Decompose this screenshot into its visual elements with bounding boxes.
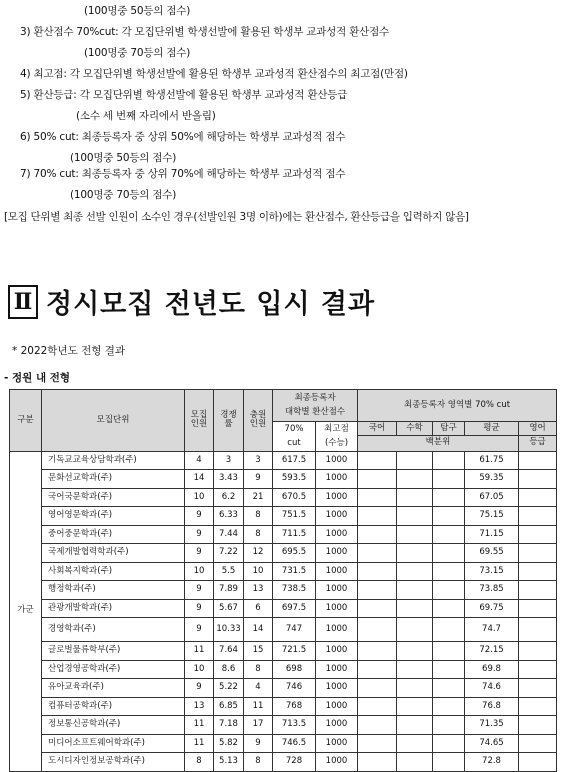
cell-quota: 9 (185, 679, 214, 698)
cell-empty (519, 544, 557, 563)
cell-enrolled: 10 (244, 562, 273, 581)
cell-max: 1000 (316, 734, 358, 753)
cell-unit: 국어국문학과(주) (42, 488, 185, 507)
cell-unit: 유아교육과(주) (42, 679, 185, 698)
cell-max: 1000 (316, 599, 358, 618)
cell-empty (397, 753, 433, 772)
cell-cut70: 593.5 (273, 470, 316, 489)
note-line: 4) 최고점: 각 모집단위별 학생선발에 활용된 학생부 교과성적 환산점수의 최고점(만점) (20, 68, 408, 80)
cell-empty (433, 562, 465, 581)
roman-numeral-box: Ⅱ (8, 285, 38, 319)
cell-cut70: 728 (273, 753, 316, 772)
year-note: * 2022학년도 전형 결과 (12, 345, 125, 357)
cell-quota: 13 (185, 697, 214, 716)
cell-max: 1000 (316, 470, 358, 489)
cell-cut70: 713.5 (273, 716, 316, 735)
cell-empty (433, 679, 465, 698)
cell-ratio: 7.18 (214, 716, 244, 735)
cell-empty (519, 618, 557, 642)
cell-cut70: 747 (273, 618, 316, 642)
cell-unit: 도시디자인정보공학과(주) (42, 753, 185, 772)
header-quota: 모집 인원 (185, 390, 214, 452)
cell-avg: 71.15 (465, 525, 519, 544)
table-row (10, 599, 557, 618)
cell-empty (397, 697, 433, 716)
cell-ratio: 7.64 (214, 642, 244, 661)
cell-empty (433, 544, 465, 563)
notice-text: [모집 단위별 최종 선발 인원이 소수인 경우(선발인원 3명 이하)에는 환산점수, 환산등급을 입력하지 않음] (4, 211, 469, 223)
header-cut70: 70% cut (273, 422, 316, 452)
header-final-group: 최종등록자 대학별 환산점수 (273, 390, 358, 422)
cell-avg: 72.15 (465, 642, 519, 661)
cell-empty (397, 562, 433, 581)
cell-empty (358, 660, 397, 679)
table-row (10, 716, 557, 735)
group-label-cell: 가군 (10, 451, 42, 771)
cell-avg: 69.55 (465, 544, 519, 563)
cell-empty (519, 581, 557, 600)
cell-ratio: 6.85 (214, 697, 244, 716)
cell-max: 1000 (316, 679, 358, 698)
cell-cut70: 670.5 (273, 488, 316, 507)
cell-max: 1000 (316, 753, 358, 772)
cell-empty (397, 451, 433, 470)
cell-enrolled: 8 (244, 525, 273, 544)
cell-empty (397, 734, 433, 753)
cell-empty (358, 544, 397, 563)
header-avg: 평균 (465, 422, 519, 436)
section-title-text: 정시모집 전년도 입시 결과 (46, 289, 376, 320)
cell-cut70: 617.5 (273, 451, 316, 470)
header-area-group: 최종등록자 영역별 70% cut (358, 390, 557, 422)
cell-empty (519, 562, 557, 581)
cell-empty (519, 451, 557, 470)
cell-empty (433, 525, 465, 544)
note-line: (소수 세 번째 자리에서 반올림) (76, 110, 216, 122)
table-row (10, 488, 557, 507)
cell-quota: 14 (185, 470, 214, 489)
cell-unit: 미디어소프트웨어학과(주) (42, 734, 185, 753)
cell-empty (433, 734, 465, 753)
cell-enrolled: 8 (244, 753, 273, 772)
table-row (10, 544, 557, 563)
header-percentile: 백분위 (358, 435, 519, 451)
cell-ratio: 5.82 (214, 734, 244, 753)
cell-quota: 11 (185, 716, 214, 735)
table-row (10, 451, 557, 470)
note-line: (100명중 70등의 점수) (70, 189, 177, 201)
cell-cut70: 698 (273, 660, 316, 679)
cell-enrolled: 14 (244, 618, 273, 642)
cell-unit: 영어영문학과(주) (42, 507, 185, 526)
cell-empty (519, 753, 557, 772)
cell-empty (358, 451, 397, 470)
cell-ratio: 7.22 (214, 544, 244, 563)
cell-ratio: 3.43 (214, 470, 244, 489)
cell-empty (433, 660, 465, 679)
sub-heading: - 정원 내 전형 (4, 372, 71, 384)
cell-empty (519, 470, 557, 489)
cell-enrolled: 9 (244, 470, 273, 489)
table-row (10, 734, 557, 753)
cell-empty (433, 753, 465, 772)
header-english: 영어 (519, 422, 557, 436)
cell-enrolled: 8 (244, 507, 273, 526)
cell-unit: 중어중문학과(주) (42, 525, 185, 544)
cell-unit: 경영학과(주) (42, 618, 185, 642)
cell-quota: 9 (185, 618, 214, 642)
note-line: (100명중 70등의 점수) (84, 47, 191, 59)
cell-empty (358, 470, 397, 489)
cell-max: 1000 (316, 618, 358, 642)
cell-ratio: 6.33 (214, 507, 244, 526)
table-row (10, 660, 557, 679)
cell-empty (519, 716, 557, 735)
cell-ratio: 5.5 (214, 562, 244, 581)
cell-quota: 8 (185, 753, 214, 772)
cell-cut70: 695.5 (273, 544, 316, 563)
cell-empty (519, 525, 557, 544)
table-row (10, 679, 557, 698)
table-row (10, 507, 557, 526)
cell-empty (397, 581, 433, 600)
cell-avg: 69.8 (465, 660, 519, 679)
cell-max: 1000 (316, 451, 358, 470)
cell-quota: 11 (185, 734, 214, 753)
cell-empty (519, 734, 557, 753)
cell-empty (358, 599, 397, 618)
cell-empty (433, 697, 465, 716)
cell-quota: 10 (185, 660, 214, 679)
header-math: 수학 (397, 422, 433, 436)
cell-empty (433, 488, 465, 507)
cell-avg: 61.75 (465, 451, 519, 470)
cell-unit: 문화선교학과(주) (42, 470, 185, 489)
cell-unit: 관광개발학과(주) (42, 599, 185, 618)
cell-unit: 사회복지학과(주) (42, 562, 185, 581)
cell-enrolled: 9 (244, 734, 273, 753)
cell-unit: 컴퓨터공학과(주) (42, 697, 185, 716)
cell-empty (358, 753, 397, 772)
cell-unit: 글로벌물류학부(주) (42, 642, 185, 661)
cell-ratio: 7.89 (214, 581, 244, 600)
cell-empty (397, 660, 433, 679)
cell-empty (358, 525, 397, 544)
cell-cut70: 697.5 (273, 599, 316, 618)
cell-empty (358, 562, 397, 581)
cell-empty (397, 599, 433, 618)
cell-empty (519, 488, 557, 507)
header-explore: 탐구 (433, 422, 465, 436)
cell-empty (519, 642, 557, 661)
cell-empty (358, 642, 397, 661)
cell-max: 1000 (316, 507, 358, 526)
cell-avg: 72.8 (465, 753, 519, 772)
cell-avg: 74.65 (465, 734, 519, 753)
cell-avg: 73.85 (465, 581, 519, 600)
cell-ratio: 6.2 (214, 488, 244, 507)
cell-empty (397, 642, 433, 661)
cell-empty (519, 697, 557, 716)
cell-quota: 9 (185, 599, 214, 618)
cell-enrolled: 12 (244, 544, 273, 563)
cell-enrolled: 3 (244, 451, 273, 470)
cell-ratio: 5.22 (214, 679, 244, 698)
cell-empty (358, 716, 397, 735)
cell-max: 1000 (316, 716, 358, 735)
note-line: (100명중 50등의 점수) (70, 152, 177, 164)
cell-max: 1000 (316, 697, 358, 716)
cell-empty (397, 525, 433, 544)
cell-cut70: 768 (273, 697, 316, 716)
cell-empty (358, 697, 397, 716)
note-line: (100명중 50등의 점수) (84, 5, 191, 17)
cell-empty (397, 679, 433, 698)
cell-ratio: 10.33 (214, 618, 244, 642)
note-line: 6) 50% cut: 최종등록자 중 상위 50%에 해당하는 학생부 교과성적 점수 (20, 131, 346, 143)
cell-quota: 4 (185, 451, 214, 470)
cell-enrolled: 17 (244, 716, 273, 735)
cell-max: 1000 (316, 562, 358, 581)
header-ratio: 경쟁 률 (214, 390, 244, 452)
note-line: 5) 환산등급: 각 모집단위별 학생선발에 활용된 학생부 교과성적 환산등급 (20, 89, 348, 101)
cell-unit: 정보통신공학과(주) (42, 716, 185, 735)
cell-empty (397, 507, 433, 526)
cell-avg: 71.35 (465, 716, 519, 735)
cell-empty (397, 716, 433, 735)
cell-enrolled: 6 (244, 599, 273, 618)
cell-cut70: 731.5 (273, 562, 316, 581)
cell-quota: 9 (185, 544, 214, 563)
cell-avg: 59.35 (465, 470, 519, 489)
cell-avg: 74.7 (465, 618, 519, 642)
cell-empty (519, 660, 557, 679)
note-line: 7) 70% cut: 최종등록자 중 상위 70%에 해당하는 학생부 교과성적 점수 (20, 168, 346, 180)
cell-empty (433, 642, 465, 661)
cell-empty (433, 507, 465, 526)
cell-enrolled: 8 (244, 660, 273, 679)
cell-max: 1000 (316, 525, 358, 544)
table-row (10, 562, 557, 581)
header-korean: 국어 (358, 422, 397, 436)
table-row (10, 525, 557, 544)
cell-empty (397, 544, 433, 563)
cell-unit: 국제개발협력학과(주) (42, 544, 185, 563)
cell-avg: 69.75 (465, 599, 519, 618)
results-table (9, 389, 557, 772)
cell-avg: 73.15 (465, 562, 519, 581)
cell-max: 1000 (316, 642, 358, 661)
cell-avg: 74.6 (465, 679, 519, 698)
cell-cut70: 721.5 (273, 642, 316, 661)
cell-empty (358, 581, 397, 600)
cell-enrolled: 13 (244, 581, 273, 600)
cell-quota: 11 (185, 642, 214, 661)
cell-avg: 67.05 (465, 488, 519, 507)
cell-empty (433, 716, 465, 735)
cell-empty (433, 581, 465, 600)
cell-max: 1000 (316, 488, 358, 507)
table-row (10, 642, 557, 661)
cell-empty (433, 451, 465, 470)
cell-quota: 10 (185, 562, 214, 581)
cell-empty (397, 488, 433, 507)
cell-unit: 산업경영공학과(주) (42, 660, 185, 679)
cell-ratio: 3 (214, 451, 244, 470)
cell-empty (433, 618, 465, 642)
cell-ratio: 8.6 (214, 660, 244, 679)
cell-quota: 10 (185, 488, 214, 507)
cell-avg: 75.15 (465, 507, 519, 526)
cell-quota: 9 (185, 507, 214, 526)
table-row (10, 697, 557, 716)
cell-cut70: 746.5 (273, 734, 316, 753)
cell-max: 1000 (316, 660, 358, 679)
table-row (10, 753, 557, 772)
cell-empty (519, 507, 557, 526)
cell-ratio: 5.67 (214, 599, 244, 618)
table-row (10, 618, 557, 642)
cell-empty (358, 488, 397, 507)
cell-enrolled: 21 (244, 488, 273, 507)
cell-ratio: 7.44 (214, 525, 244, 544)
cell-empty (519, 679, 557, 698)
cell-empty (397, 470, 433, 489)
cell-empty (397, 618, 433, 642)
section-title (8, 282, 375, 321)
cell-cut70: 746 (273, 679, 316, 698)
header-enrolled: 충원 인원 (244, 390, 273, 452)
note-line: 3) 환산점수 70%cut: 각 모집단위별 학생선발에 활용된 학생부 교과성적 환산점수 (20, 26, 389, 38)
cell-quota: 9 (185, 525, 214, 544)
cell-max: 1000 (316, 581, 358, 600)
table-row (10, 470, 557, 489)
cell-enrolled: 15 (244, 642, 273, 661)
header-grade: 등급 (519, 435, 557, 451)
cell-ratio: 5.13 (214, 753, 244, 772)
cell-cut70: 751.5 (273, 507, 316, 526)
cell-empty (358, 734, 397, 753)
cell-empty (433, 470, 465, 489)
cell-quota: 9 (185, 581, 214, 600)
cell-enrolled: 4 (244, 679, 273, 698)
cell-unit: 행정학과(주) (42, 581, 185, 600)
header-gubun: 구분 (10, 390, 42, 452)
cell-empty (433, 599, 465, 618)
cell-cut70: 738.5 (273, 581, 316, 600)
cell-max: 1000 (316, 544, 358, 563)
cell-empty (358, 507, 397, 526)
cell-avg: 76.8 (465, 697, 519, 716)
header-max: 최고점 (수능) (316, 422, 358, 452)
cell-empty (358, 618, 397, 642)
cell-enrolled: 11 (244, 697, 273, 716)
cell-cut70: 711.5 (273, 525, 316, 544)
table-row (10, 581, 557, 600)
cell-unit: 기독교교육상담학과(주) (42, 451, 185, 470)
cell-empty (519, 599, 557, 618)
header-unit: 모집단위 (42, 390, 185, 452)
cell-empty (358, 679, 397, 698)
